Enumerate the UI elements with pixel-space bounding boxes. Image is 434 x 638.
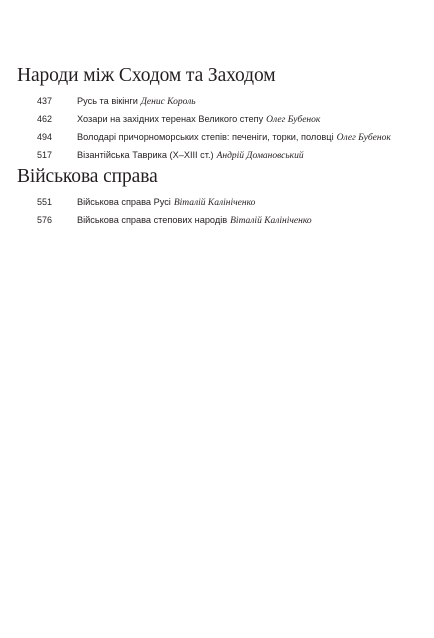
toc-entry[interactable] [17,211,417,229]
entry-author: Віталій Калініченко [173,198,256,208]
toc-section-peoples [17,64,417,164]
toc-entry[interactable] [17,128,417,146]
entry-title: Володарі причорноморських степів: печеніги, торки, половці [77,132,334,142]
entry-title: Військова справа Русі [77,197,171,207]
entry-page-number: 494 [37,132,53,142]
entry-title: Військова справа степових народів [77,215,228,225]
entry-page-number: 437 [37,96,53,106]
entry-author: Андрій Домановський [216,151,304,161]
entry-page-number: 462 [37,114,53,124]
entry-list [17,92,417,164]
section-title: Військова справа [17,166,158,187]
toc-section-military [17,165,417,229]
entry-page-number: 576 [37,215,53,225]
entry-page-number: 517 [37,150,53,160]
entry-author: Олег Бубенок [336,133,391,143]
toc-entry[interactable] [17,92,417,110]
entry-author: Олег Бубенок [266,115,321,125]
entry-author: Денис Король [140,97,196,107]
entry-author: Віталій Калініченко [230,216,312,226]
entry-title: Хозари на західних теренах Великого степу [77,114,264,124]
toc-entry[interactable] [17,146,417,164]
entry-page-number: 551 [37,197,53,207]
toc-entry[interactable] [17,110,417,128]
section-title: Народи між Сходом та Заходом [17,65,276,86]
entry-list [17,193,417,229]
entry-title: Візантійська Таврика (Х–ХІІІ ст.) [77,150,214,160]
entry-title: Русь та вікінги [77,96,138,106]
toc-entry[interactable] [17,193,417,211]
